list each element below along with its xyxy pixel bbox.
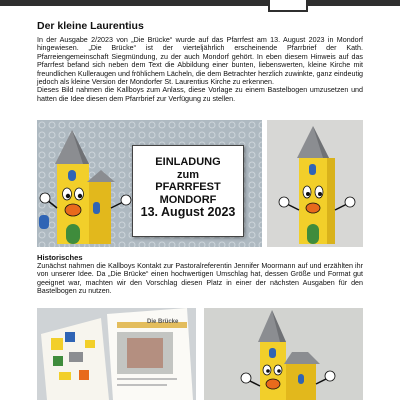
- assembled-church-illustration: [204, 308, 363, 400]
- photo-invitation-church: [37, 120, 262, 247]
- invitation-line-5: 13. August 2023: [140, 205, 236, 220]
- history-paragraph: Zunächst nahmen die Kallboys Kontakt zur Pastoralreferentin Jennifer Moormann auf und erzählten ihr von unserer Idee. Da „Die Brücke“ einen hochwertigen Umschlag hat, dessen Größe und Format gut geeignet war, machten wir den Vorschlag diesen Platz in einer der nächsten Ausgaben für den Bastelbogen zu nutzen.: [37, 262, 363, 296]
- header-band: [0, 0, 400, 6]
- invitation-sign: [132, 145, 244, 237]
- photo-church-model: [267, 120, 363, 247]
- page-header-bar: [0, 0, 400, 14]
- invitation-line-4: MONDORF: [159, 193, 217, 206]
- pamphlet-title: Die Brücke: [147, 319, 179, 325]
- section-heading-history: Historisches: [37, 253, 83, 262]
- church-model-illustration: [267, 120, 363, 247]
- header-logo-tab: [268, 0, 308, 12]
- photo-pamphlet: [37, 308, 196, 400]
- invitation-line-2: zum: [177, 168, 199, 181]
- invitation-line-3: PFARRFEST: [155, 181, 221, 194]
- article-title: Der kleine Laurentius: [37, 20, 144, 32]
- photo-assembled-church: [204, 308, 363, 400]
- intro-paragraph: In der Ausgabe 2/2023 von „Die Brücke“ wurde auf das Pfarrfest am 13. August 2023 in Mondorf hingewiesen. „Die Brücke“ ist der vierteljährlich erscheinende Pfarrbrief der Kath. Pfarreiengemeinschaft Siegmündung, zu der auch Mondorf gehört. In eben diesem Hinweis auf das Pfarrfest befand sich neben dem Text die Abbildung einer bunten, liebenswerten, kleine Kirche mit freundlichen Kulleraugen und fröhlichem Lächeln, die dem Betrachter herzlich zuwinkte, ganz eindeutig jedoch als kleine Version der Mondorfer St. Laurentius Kirche zu erkennen. Dieses Bild nahmen die Kallboys zum Anlass, diese Vorlage zu einem Bastelbogen umzusetzen und hatten die Idee diesen dem Pfarrbrief zur Verfügung zu stellen.: [37, 36, 363, 103]
- invitation-line-1: EINLADUNG: [155, 156, 221, 168]
